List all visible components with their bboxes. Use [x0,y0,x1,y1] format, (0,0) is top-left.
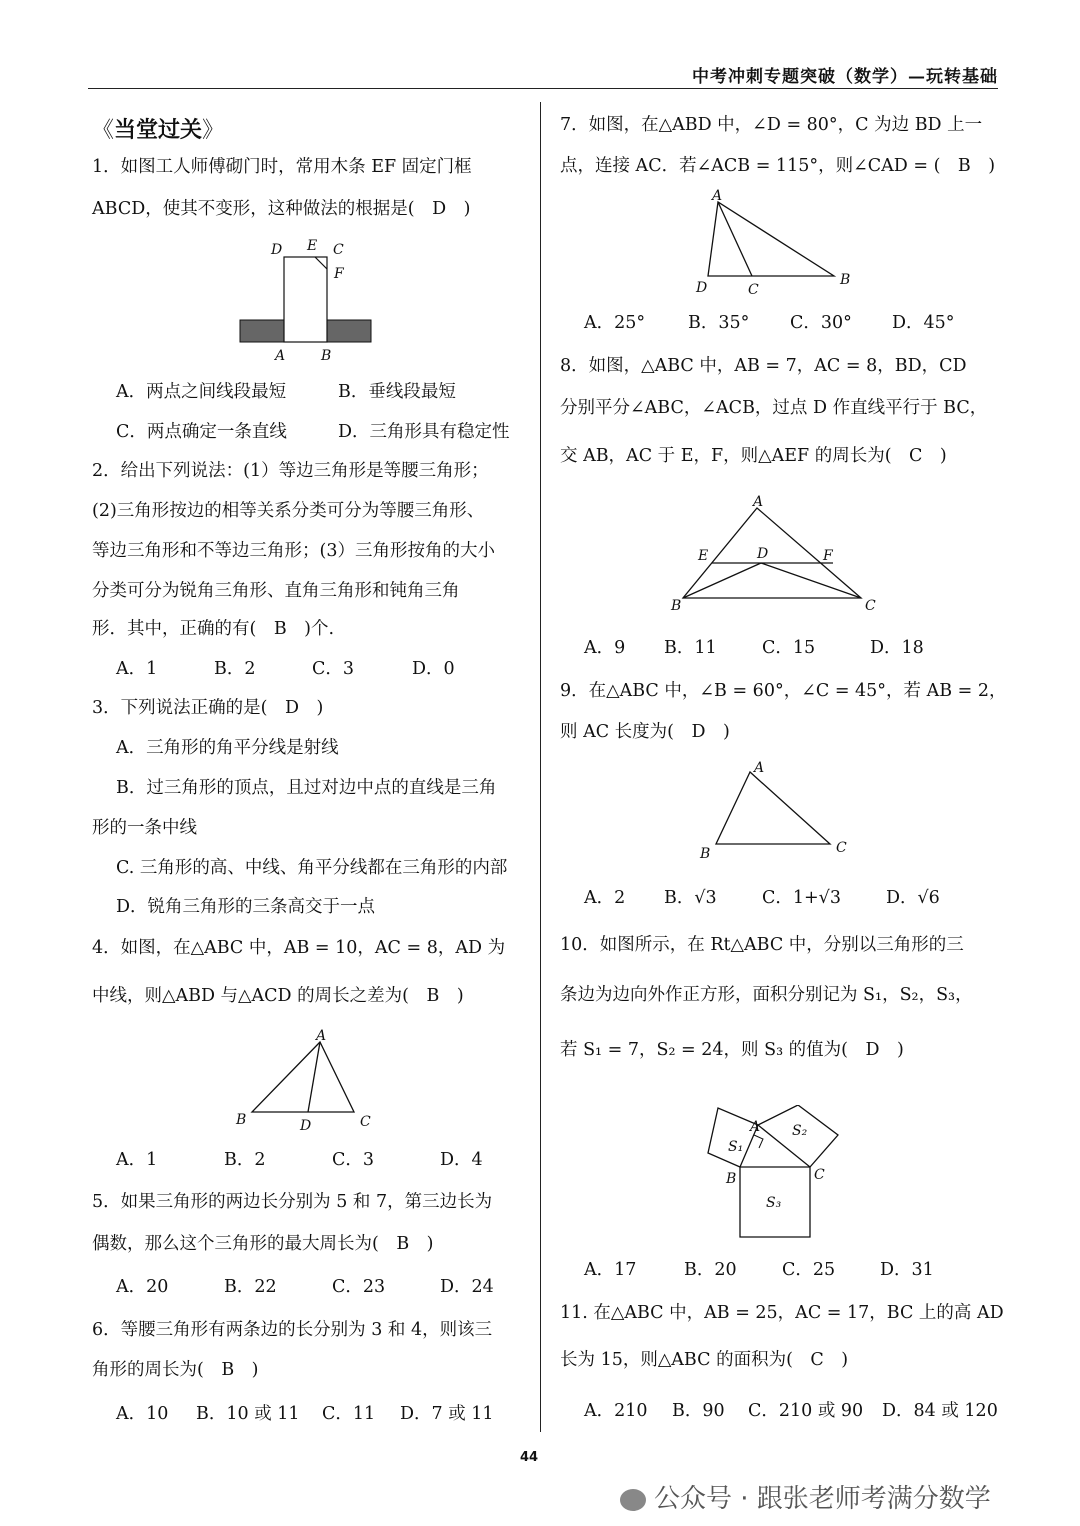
wall-left [240,320,284,342]
q11-option-a: A．210 [584,1401,648,1421]
label-A: A [316,1028,327,1044]
q3-option-b-line1: B．过三角形的顶点，且过对边中点的直线是三角 [116,778,497,798]
q2-option-a: A．1 [116,659,158,679]
q2-line5: 形．其中，正确的有( B )个. [92,619,335,639]
triangle-abc [683,508,861,598]
q1-line2: ABCD，使其不变形，这种做法的根据是( D ) [92,199,471,219]
q4-option-b: B．2 [224,1150,266,1170]
label-B: B [321,348,332,364]
q3-option-a: A．三角形的角平分线是射线 [116,738,339,758]
label-B: B [840,272,851,288]
q10-line1: 10．如图所示，在 Rt△ABC 中，分别以三角形的三 [560,935,964,955]
q1-option-c: C．两点确定一条直线 [116,422,287,442]
q10-option-c: C．25 [782,1260,836,1280]
q8-option-a: A．9 [584,638,626,658]
watermark [620,1478,991,1515]
q11-line1: 11. 在△ABC 中，AB = 25，AC = 17，BC 上的高 AD [560,1303,1004,1323]
q2-option-c: C．3 [312,659,355,679]
door-frame [284,257,327,342]
label-D: D [757,546,769,562]
triangle-abc [252,1042,354,1112]
q4-option-c: C．3 [332,1150,375,1170]
q10-option-b: B．20 [684,1260,737,1280]
q6-option-d: D．7 或 11 [400,1404,494,1424]
right-bracket-icon: 》 [202,118,225,143]
label-A: A [753,494,764,510]
q7-triangle-figure [690,188,860,300]
q5-option-b: B．22 [224,1277,277,1297]
q2-option-d: D．0 [412,659,455,679]
header-rule [88,88,998,89]
q6-option-b: B．10 或 11 [196,1404,300,1424]
q3-option-b-line2: 形的一条中线 [92,818,197,838]
header-title: 中考冲刺专题突破（数学）—玩转基础 [692,67,998,87]
label-B: B [726,1171,737,1187]
label-F: F [823,548,833,564]
label-C: C [748,282,759,298]
q8-option-c: C．15 [762,638,816,658]
label-A: A [754,760,765,776]
q11-option-c: C．210 或 90 [748,1401,864,1421]
q4-triangle-figure [230,1028,380,1136]
q1-option-a: A．两点之间线段最短 [116,382,287,402]
q9-option-c: C．1+√3 [762,888,841,908]
q5-line1: 5．如果三角形的两边长分别为 5 和 7，第三边长为 [92,1192,493,1212]
label-S2: S₂ [792,1123,808,1139]
q7-option-a: A．25° [584,313,646,333]
label-D: D [300,1118,312,1134]
triangle-abc [716,772,830,844]
label-C: C [360,1114,371,1130]
triangle-abd [708,202,834,276]
q8-option-d: D．18 [870,638,924,658]
q11-option-b: B．90 [672,1401,725,1421]
square-s1 [708,1108,761,1167]
q6-option-c: C．11 [322,1404,376,1424]
q8-triangle-figure [665,494,885,618]
q4-line2: 中线，则△ABD 与△ACD 的周长之差为( B ) [92,986,464,1006]
label-F: F [334,266,344,282]
q9-triangle-figure [690,756,860,862]
q5-option-d: D．24 [440,1277,494,1297]
q10-squares-figure [700,1105,850,1245]
label-D: D [271,242,283,258]
label-C: C [333,242,344,258]
q2-line3: 等边三角形和不等边三角形；(3）三角形按角的大小 [92,541,495,561]
label-C: C [814,1167,825,1183]
q1-option-d: D．三角形具有稳定性 [338,422,510,442]
q2-line2: (2)三角形按边的相等关系分类可分为等腰三角形、 [92,501,485,521]
q6-line2: 角形的周长为( B ) [92,1360,259,1380]
right-angle-mark [754,1135,763,1148]
q2-line1: 2．给出下列说法：(1）等边三角形是等腰三角形； [92,461,489,481]
q8-line1: 8．如图，△ABC 中，AB = 7，AC = 8，BD，CD [560,356,967,376]
label-A: A [275,348,286,364]
q9-option-d: D．√6 [886,888,940,908]
label-B: B [671,598,682,614]
q5-line2: 偶数，那么这个三角形的最大周长为( B ) [92,1234,434,1254]
q6-option-a: A．10 [116,1404,169,1424]
left-bracket-icon: 《 [92,118,115,143]
wechat-icon [620,1489,646,1511]
label-C: C [865,598,876,614]
q8-line2: 分别平分∠ABC，∠ACB，过点 D 作直线平行于 BC， [560,398,988,418]
q1-door-figure [235,236,380,366]
q4-option-d: D．4 [440,1150,483,1170]
q11-line2: 长为 15，则△ABC 的面积为( C ) [560,1350,849,1370]
q9-option-b: B．√3 [664,888,717,908]
q3-option-d: D．锐角三角形的三条高交于一点 [116,897,376,917]
q8-option-b: B．11 [664,638,717,658]
q10-option-d: D．31 [880,1260,934,1280]
q5-option-a: A．20 [116,1277,169,1297]
watermark-text: 公众号 · 跟张老师考满分数学 [654,1484,991,1514]
wall-right [327,320,371,342]
page-number: 44 [520,1450,539,1465]
q10-line2: 条边为边向外作正方形，面积分别记为 S₁，S₂，S₃， [560,985,973,1005]
q4-line1: 4．如图，在△ABC 中，AB = 10，AC = 8，AD 为 [92,938,506,958]
label-S3: S₃ [766,1195,782,1211]
label-S1: S₁ [728,1139,744,1155]
q3-option-c: C. 三角形的高、中线、角平分线都在三角形的内部 [116,858,508,878]
label-A: A [712,188,723,204]
q10-line3: 若 S₁ = 7，S₂ = 24，则 S₃ 的值为( D ) [560,1040,904,1060]
q4-option-a: A．1 [116,1150,158,1170]
section-title-text: 当堂过关 [114,118,203,143]
q1-line1: 1．如图工人师傅砌门时，常用木条 EF 固定门框 [92,157,472,177]
q2-line4: 分类可分为锐角三角形、直角三角形和钝角三角 [92,581,460,601]
q2-option-b: B．2 [214,659,256,679]
label-B: B [236,1112,247,1128]
q7-line1: 7．如图，在△ABD 中，∠D = 80°，C 为边 BD 上一 [560,115,983,135]
label-E: E [307,238,318,254]
column-divider [540,102,541,1432]
q7-option-b: B．35° [688,313,750,333]
q11-option-d: D．84 或 120 [882,1401,998,1421]
q5-option-c: C．23 [332,1277,386,1297]
segment-bd [683,563,761,598]
label-D: D [696,280,708,296]
label-E: E [698,548,709,564]
q10-option-a: A．17 [584,1260,637,1280]
q3-line1: 3．下列说法正确的是( D ) [92,698,324,718]
q7-option-d: D．45° [892,313,955,333]
q1-option-b: B．垂线段最短 [338,382,456,402]
segment-cd [761,563,861,598]
section-title [92,113,224,144]
label-A: A [750,1119,761,1135]
label-C: C [836,840,847,856]
q8-line3: 交 AB，AC 于 E，F，则△AEF 的周长为( C ) [560,446,947,466]
page-header [0,58,1080,92]
q9-line1: 9．在△ABC 中，∠B = 60°，∠C = 45°，若 AB = 2， [560,681,1007,701]
label-B: B [700,846,711,862]
q9-option-a: A．2 [584,888,626,908]
q9-line2: 则 AC 长度为( D ) [560,722,730,742]
q6-line1: 6．等腰三角形有两条边的长分别为 3 和 4，则该三 [92,1320,493,1340]
q7-line2: 点，连接 AC．若∠ACB = 115°，则∠CAD = ( B ) [560,156,996,176]
q7-option-c: C．30° [790,313,852,333]
